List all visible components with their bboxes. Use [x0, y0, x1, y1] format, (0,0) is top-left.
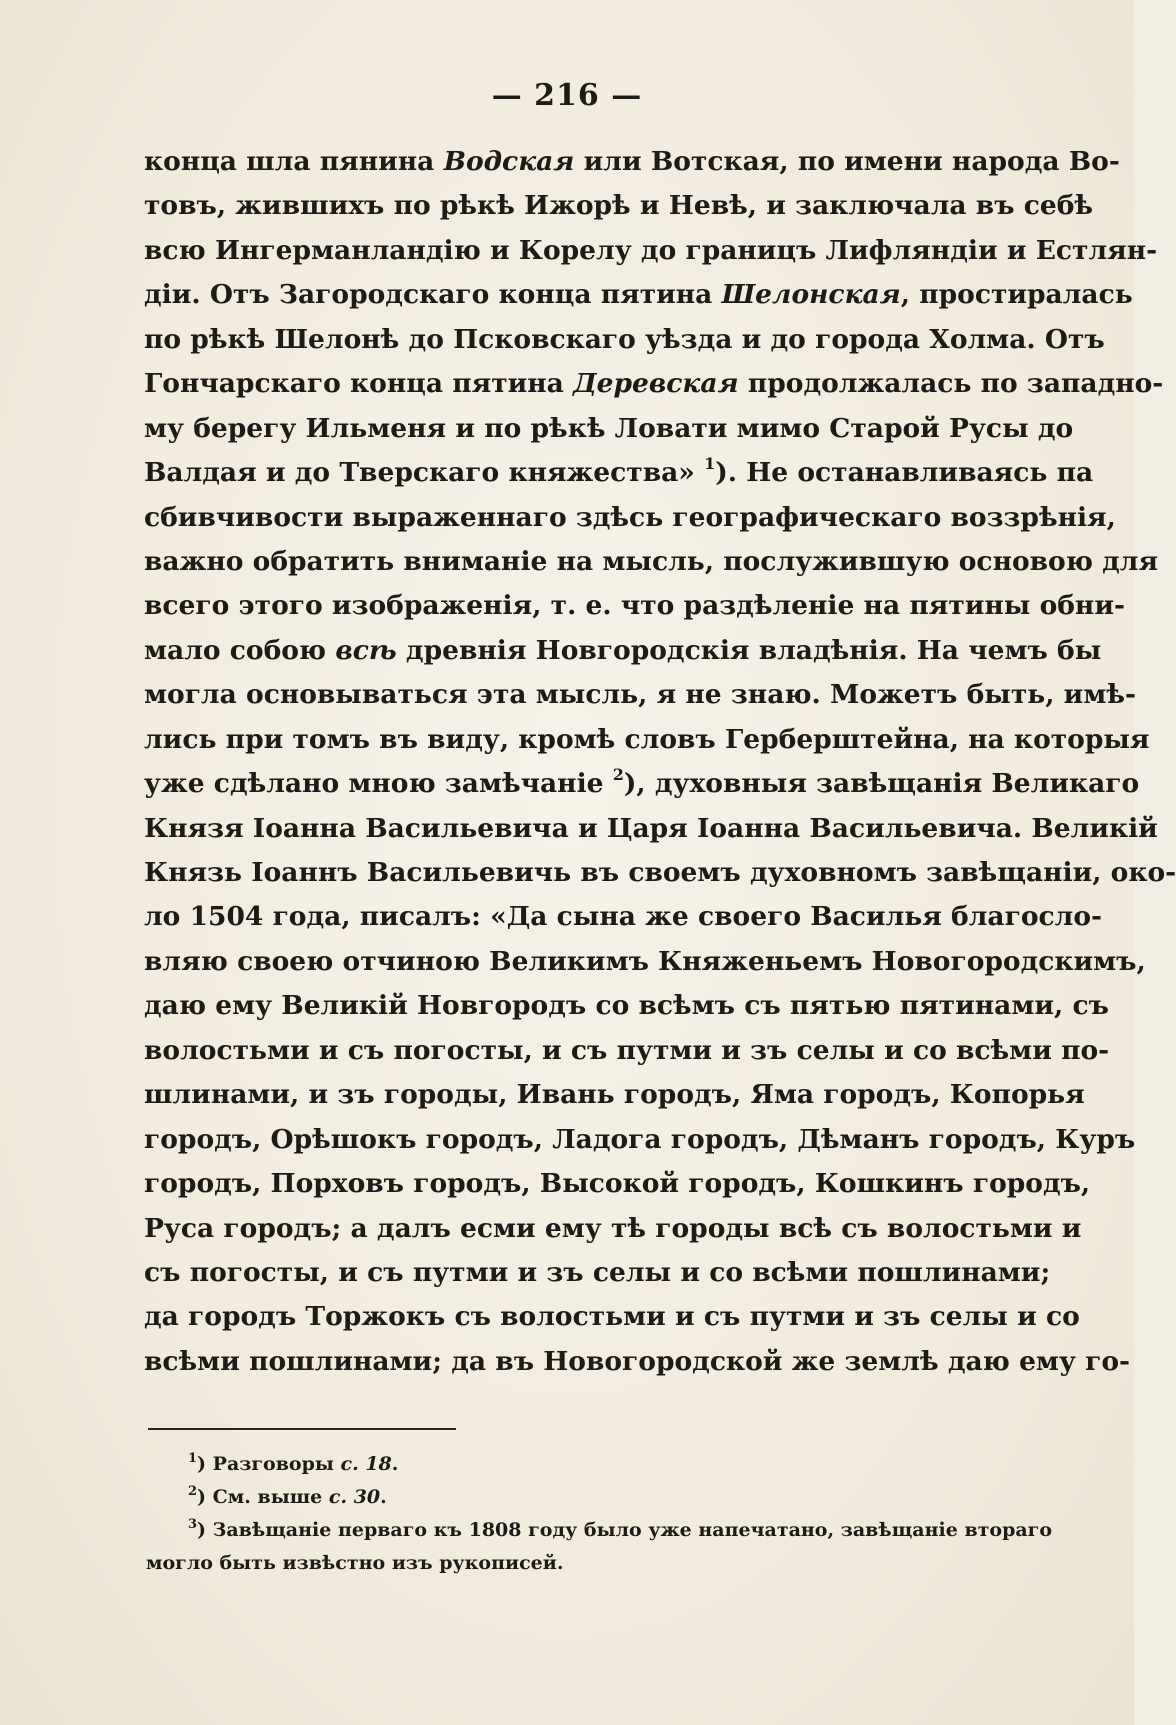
text-line [144, 1073, 1085, 1117]
text-line [144, 1162, 1091, 1206]
footnote-3-continuation: могло быть извѣстно изъ рукописей. [146, 1552, 564, 1574]
text-segment: Руса городъ; а далъ есми ему тѣ городы всѣ съ волостьми и [144, 1212, 1082, 1244]
text-segment: товъ, жившихъ по рѣкѣ Ижорѣ и Невѣ, и заключала въ себѣ [144, 190, 1094, 222]
text-line [144, 140, 1120, 184]
text-line [144, 851, 1176, 895]
footnote-3 [146, 1514, 1052, 1547]
footnote-reference: 2 [612, 765, 624, 785]
text-segment: Князя Іоанна Васильевича и Царя Іоанна Васильевича. Великій [144, 812, 1158, 844]
text-line [144, 362, 1164, 406]
text-line [144, 584, 1125, 628]
text-segment: всего этого изображенія, т. е. что раздѣленіе на пятины обни- [144, 590, 1125, 622]
text-line [144, 1295, 1080, 1339]
footnote-1 [146, 1448, 1052, 1481]
text-segment: шлинами, и зъ городы, Ивань городъ, Яма городъ, Копорья [144, 1079, 1085, 1111]
text-line [144, 807, 1158, 851]
text-line [144, 407, 1074, 451]
text-segment: му берегу Ильменя и по рѣкѣ Ловати мимо Старой Русы до [144, 412, 1074, 444]
text-line [144, 1251, 1050, 1295]
text-segment: всю Ингерманландію и Корелу до границъ Лифляндіи и Естлян- [144, 234, 1158, 266]
footnote-text: ) Завѣщаніе перваго къ 1808 году было уже напечатано, завѣщаніе втораго [197, 1519, 1052, 1541]
text-line [144, 1340, 1131, 1384]
text-segment: , простиралась [900, 279, 1133, 311]
footnotes [146, 1448, 1052, 1580]
footnote-mark: 2 [188, 1484, 198, 1499]
text-segment: продолжалась по западно- [738, 368, 1164, 400]
text-line [144, 718, 1150, 762]
text-segment: уже сдѣлано мною замѣчаніе [144, 768, 613, 800]
text-line [144, 762, 1140, 806]
text-segment: вляю своею отчиною Великимъ Княженьемъ Новогородскимъ, [144, 945, 1146, 977]
italic-term: Шелонская [721, 279, 901, 311]
text-segment: діи. Отъ Загородскаго конца пятина [144, 279, 722, 311]
text-segment: Гончарскаго конца пятина [144, 368, 574, 400]
text-line [144, 629, 1102, 673]
text-line [144, 229, 1158, 273]
italic-term: Водская [443, 146, 575, 177]
text-segment: важно обратить вниманіе на мысль, послужившую основою для [144, 545, 1159, 577]
footnote-divider [148, 1428, 456, 1430]
text-segment: городъ, Порховъ городъ, Высокой городъ, Кошкинъ городъ, [144, 1168, 1091, 1200]
text-line [144, 318, 1105, 362]
text-line [144, 895, 1102, 939]
footnote-mark: 3 [188, 1517, 198, 1532]
text-segment: лись при томъ въ виду, кромѣ словъ Герберштейна, на которыя [144, 723, 1150, 755]
italic-term: всѣ [335, 634, 397, 666]
footnote-mark: 1 [188, 1451, 198, 1466]
text-segment: ), духовныя завѣщанія Великаго [623, 768, 1140, 800]
footnote-text: ) Разговоры [197, 1453, 341, 1475]
text-line [144, 273, 1133, 317]
page-number: — 216 — [491, 78, 643, 113]
text-segment: древнія Новгородскія владѣнія. На чемъ бы [396, 634, 1102, 666]
text-line [144, 673, 1136, 717]
text-segment: городъ, Орѣшокъ городъ, Ладога городъ, Дѣманъ городъ, Куръ [144, 1123, 1136, 1155]
text-segment: мало собою [144, 634, 336, 666]
text-segment: ). Не останавливаясь па [715, 457, 1094, 489]
text-segment: могла основываться эта мысль, я не знаю. Можетъ быть, имѣ- [144, 679, 1136, 711]
footnote-reference: 1 [704, 454, 716, 474]
text-segment: волостьми и съ погосты, и съ путми и зъ селы и со всѣми по- [144, 1034, 1110, 1066]
footnote-citation: с. 30 [328, 1486, 381, 1508]
footnote-tail: . [380, 1486, 387, 1508]
text-line [144, 1118, 1136, 1162]
text-line [144, 540, 1159, 584]
text-segment: ло 1504 года, писалъ: «Да сына же своего Василья благосло- [144, 901, 1102, 933]
footnote-tail: . [391, 1453, 399, 1475]
text-segment: конца шла пянина [144, 146, 444, 177]
text-segment: Валдая и до Тверскаго княжества» [144, 457, 705, 489]
text-segment: или Вотская, по имени народа Во- [574, 146, 1120, 177]
footnote-citation: с. 18 [340, 1453, 392, 1475]
text-segment: по рѣкѣ Шелонѣ до Псковскаго уѣзда и до города Холма. Отъ [144, 323, 1105, 355]
text-line [144, 1029, 1110, 1073]
body-text [144, 140, 1176, 1384]
italic-term: Деревская [573, 368, 739, 400]
text-segment: съ погосты, и съ путми и зъ селы и со всѣми пошлинами; [144, 1256, 1051, 1288]
footnote-2 [146, 1481, 1052, 1514]
footnote-text: ) См. выше [197, 1486, 329, 1508]
text-segment: да городъ Торжокъ съ волостьми и съ путми и зъ селы и со [144, 1301, 1080, 1333]
text-line [144, 451, 1094, 495]
text-line [144, 940, 1146, 984]
text-segment: даю ему Великій Новгородъ со всѣмъ съ пятью пятинами, съ [144, 990, 1109, 1022]
text-segment: сбивчивости выраженнаго здѣсь географическаго воззрѣнія, [144, 501, 1116, 533]
text-segment: Князь Іоаннъ Васильевичь въ своемъ духовномъ завѣщаніи, око- [144, 857, 1176, 888]
text-line [144, 984, 1109, 1028]
text-segment: всѣми пошлинами; да въ Новогородской же землѣ даю ему го- [144, 1345, 1131, 1377]
text-line [144, 496, 1116, 540]
text-line [144, 184, 1094, 228]
text-line [144, 1207, 1082, 1251]
